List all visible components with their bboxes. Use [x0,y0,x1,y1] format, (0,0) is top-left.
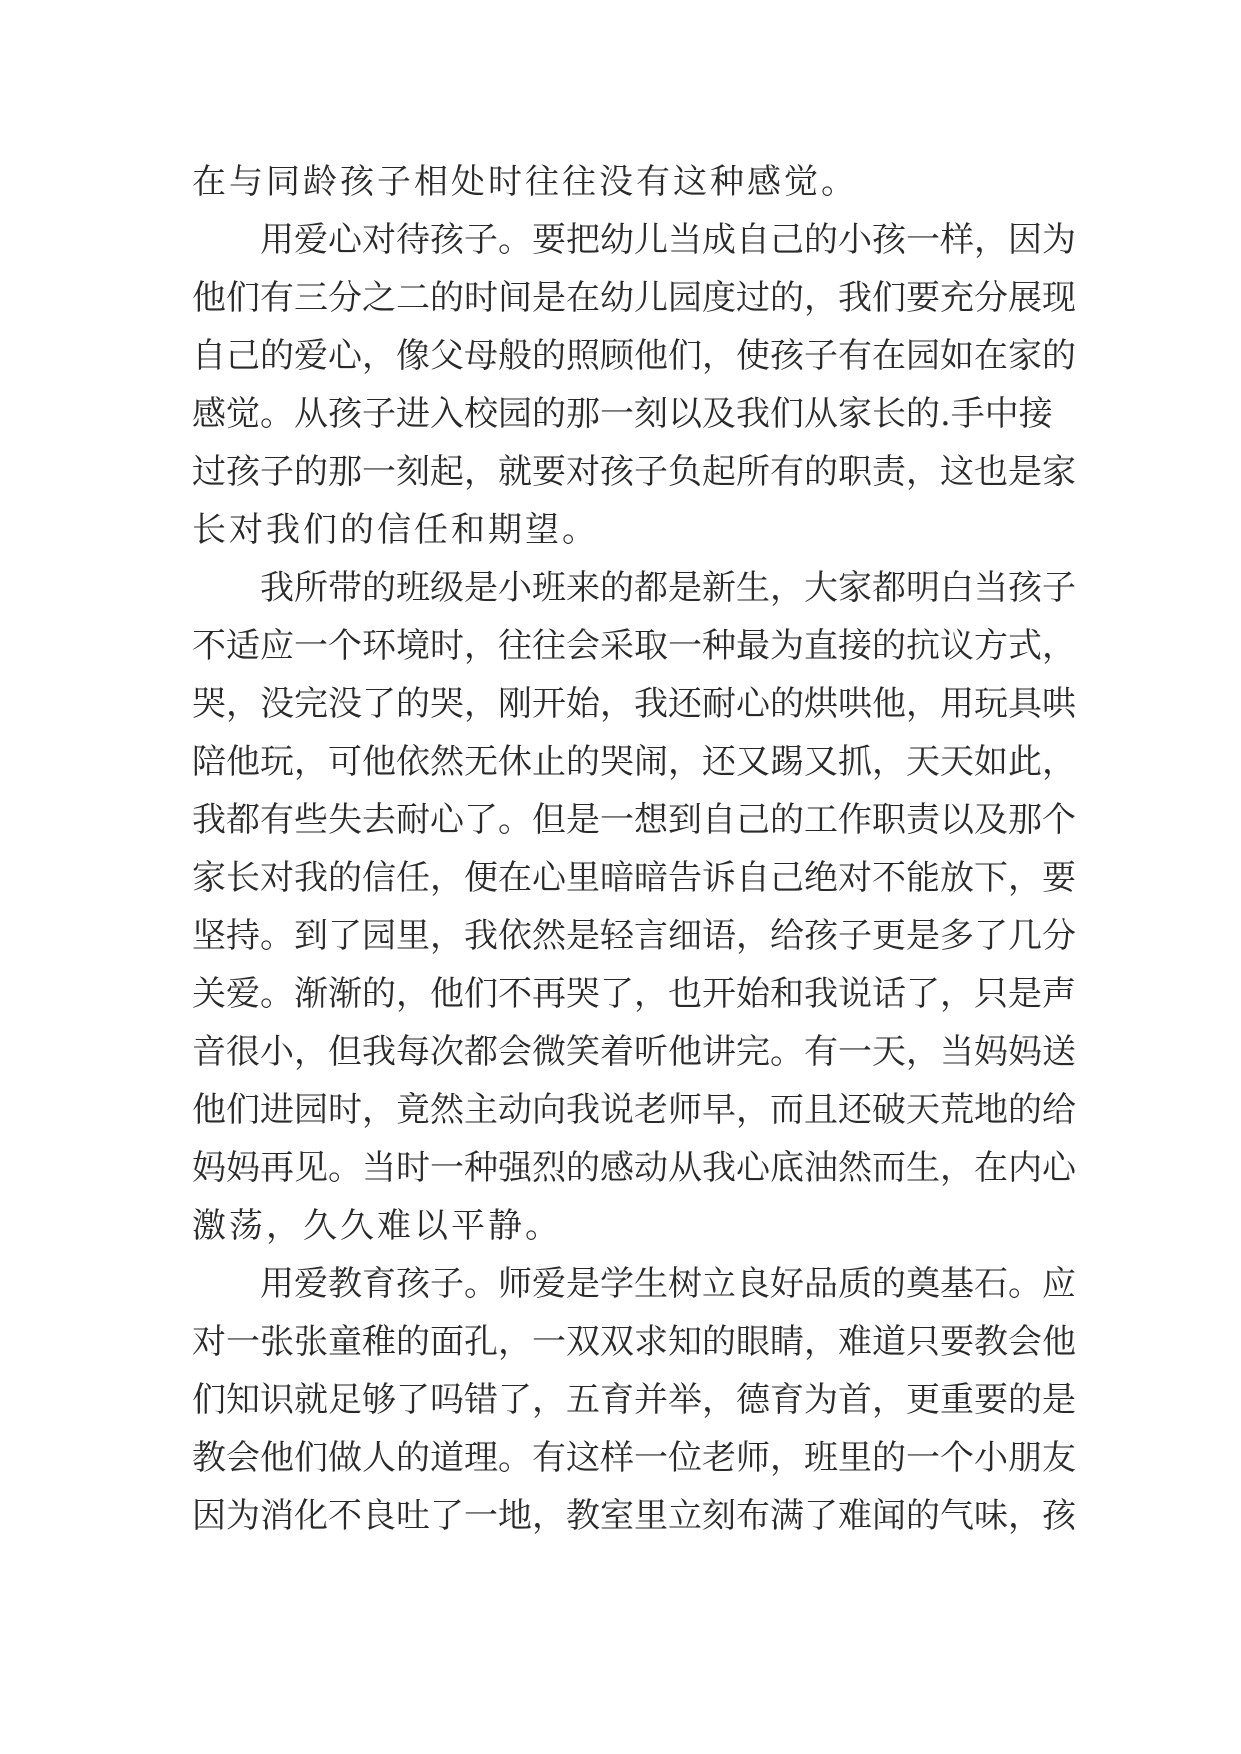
paragraph-2-line-3: 哭，没完没了的哭，刚开始，我还耐心的烘哄他，用玩具哄 [192,684,1076,724]
paragraph-3-line-1: 用爱教育孩子。师爱是学生树立良好品质的奠基石。应 [260,1264,1076,1304]
paragraph-2-line-6: 家长对我的信任，便在心里暗暗告诉自己绝对不能放下，要 [192,858,1076,898]
paragraph-2-line-8: 关爱。渐渐的，他们不再哭了，也开始和我说话了，只是声 [192,974,1076,1014]
paragraph-1-line-1: 用爱心对待孩子。要把幼儿当成自己的小孩一样，因为 [260,220,1076,260]
paragraph-2-line-11: 妈妈再见。当时一种强烈的感动从我心底油然而生，在内心 [192,1148,1076,1188]
paragraph-2-line-12: 激荡，久久难以平静。 [192,1206,562,1246]
document-body [192,153,1076,1545]
paragraph-3-line-3: 们知识就足够了吗错了，五育并举，德育为首，更重要的是 [192,1380,1076,1420]
paragraph-1-line-4: 感觉。从孩子进入校园的那一刻以及我们从家长的.手中接 [192,394,1053,434]
paragraph-2-line-2: 不适应一个环境时，往往会采取一种最为直接的抗议方式， [192,626,1076,666]
paragraph-1-line-6: 长对我们的信任和期望。 [192,510,599,550]
paragraph-1-line-3: 自己的爱心，像父母般的照顾他们，使孩子有在园如在家的 [192,336,1076,376]
paragraph-2-line-4: 陪他玩，可他依然无休止的哭闹，还又踢又抓，天天如此， [192,742,1076,782]
paragraph-2-line-7: 坚持。到了园里，我依然是轻言细语，给孩子更是多了几分 [192,916,1076,956]
paragraph-2-line-1: 我所带的班级是小班来的都是新生，大家都明白当孩子 [260,568,1076,608]
paragraph-3-line-4: 教会他们做人的道理。有这样一位老师，班里的一个小朋友 [192,1438,1076,1478]
paragraph-0-line-1: 在与同龄孩子相处时往往没有这种感觉。 [192,162,858,202]
paragraph-3-line-5: 因为消化不良吐了一地，教室里立刻布满了难闻的气味，孩 [192,1496,1076,1536]
paragraph-2-line-9: 音很小，但我每次都会微笑着听他讲完。有一天，当妈妈送 [192,1032,1076,1072]
paragraph-1-line-2: 他们有三分之二的时间是在幼儿园度过的，我们要充分展现 [192,278,1076,318]
paragraph-3-line-2: 对一张张童稚的面孔，一双双求知的眼睛，难道只要教会他 [192,1322,1076,1362]
paragraph-1-line-5: 过孩子的那一刻起，就要对孩子负起所有的职责，这也是家 [192,452,1076,492]
paragraph-2-line-10: 他们进园时，竟然主动向我说老师早，而且还破天荒地的给 [192,1090,1076,1130]
paragraph-2-line-5: 我都有些失去耐心了。但是一想到自己的工作职责以及那个 [192,800,1076,840]
